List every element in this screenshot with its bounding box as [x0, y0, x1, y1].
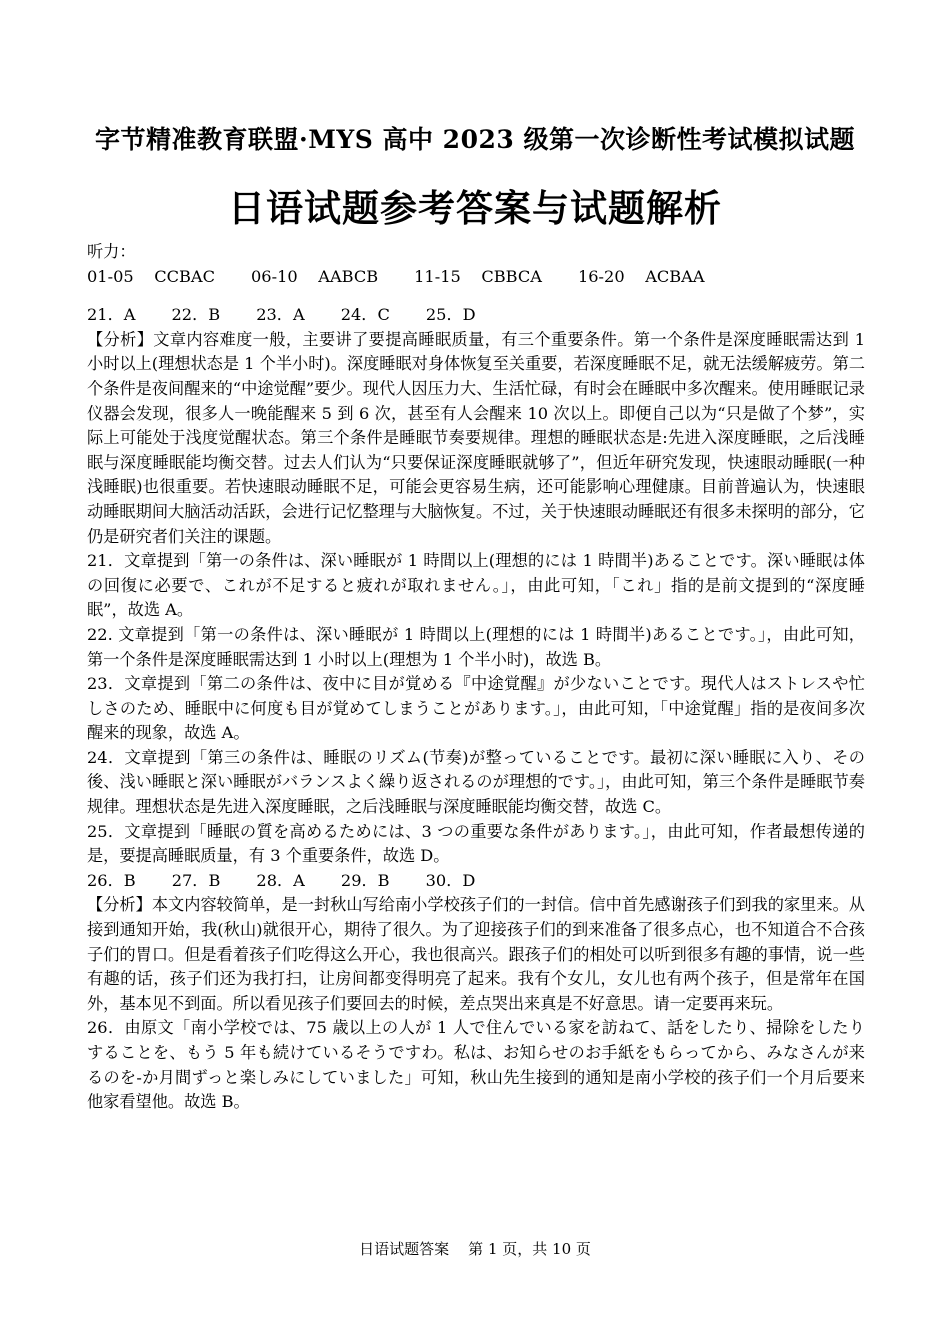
document-body	[87, 240, 865, 1115]
listening-label: 听力：	[87, 242, 136, 261]
listening-answers: 01-05 CCBAC 06-10 AABCB 11-15 CBBCA 16-20 ACBAA	[87, 266, 705, 286]
answers-26-30: 26．B 27．B 28．A 29．B 30．D	[87, 870, 476, 890]
analysis-21-25: 【分析】文章内容难度一般，主要讲了要提高睡眠质量，有三个重要条件。第一个条件是深度睡眠需达到 1 小时以上(理想状态是 1 个半小时)。深度睡眠对身体恢复至关重要，若深度睡眠不足，就无法缓解疲劳。第二个条件是夜间醒来的“中途觉醒”要少。现代人因压力大、生活忙碌，有时会在睡眠中多次醒来。使用睡眠记录仪器会发现，很多人一晚能醒来 5 到 6 次，甚至有人会醒来 10 次以上。即便自己以为“只是做了个梦”，实际上可能处于浅度觉醒状态。第三个条件是睡眠节奏要规律。理想的睡眠状态是:先进入深度睡眠，之后浅睡眠与深度睡眠能均衡交替。过去人们认为“只要保证深度睡眠就够了”，但近年研究发现，快速眼动睡眠(一种浅睡眠)也很重要。若快速眼动睡眠不足，可能会更容易生病，还可能影响心理健康。目前普遍认为，快速眼动睡眠期间大脑活动活跃，会进行记忆整理与大脑恢复。不过，关于快速眼动睡眠还有很多未探明的部分，它仍是研究者们关注的课题。	[87, 329, 865, 546]
explanation-26: 26．由原文「南小学校では、75 歳以上の人が 1 人で住んでいる家を訪ねて、話をしたり、掃除をしたりすることを、もう 5 年も続けているそうですわ。私は、お知らせのお手紙をもらってから、みなさんが来るのを-か月間ずっと楽しみにしていました」可知，秋山先生接到的通知是南小学校的孩子们一个月后要来他家看望他。故选 B。	[87, 1018, 865, 1112]
explanation-24: 24．文章提到「第三の条件は、睡眠のリズム(节奏)が整っていることです。最初に深い睡眠に入り、その後、浅い睡眠と深い睡眠がバランスよく繰り返されるのが理想的です。」，由此可知，第三个条件是睡眠节奏规律。理想状态是先进入深度睡眠，之后浅睡眠与深度睡眠能均衡交替，故选 C。	[87, 747, 865, 817]
spacer	[87, 289, 865, 303]
explanation-23: 23．文章提到「第二の条件は、夜中に目が覚める『中途覚醒』が少ないことです。現代人はストレスや忙しさのため、睡眠中に何度も目が覚めてしまうことがあります。」，由此可知，「中途覚醒」指的是夜间多次醒来的现象，故选 A。	[87, 674, 865, 743]
answers-21-25: 21．A 22．B 23．A 24．C 25．D	[87, 305, 476, 325]
page-title: 日语试题参考答案与试题解析	[228, 186, 722, 230]
explanation-21: 21．文章提到「第一の条件は、深い睡眠が 1 時間以上(理想的には 1 時間半)あることです。深い睡眠は体の回復に必要で、これが不足すると疲れが取れません。」，由此可知，「これ」指的是前文提到的“深度睡眠”，故选 A。	[87, 551, 865, 620]
page-footer: 日语试题答案 第 1 页，共 10 页	[359, 1240, 591, 1258]
explanation-25: 25．文章提到「睡眠の質を高めるためには、3 つの重要な条件があります。」，由此可知，作者最想传递的是，要提高睡眠质量，有 3 个重要条件，故选 D。	[87, 821, 865, 866]
analysis-26-30: 【分析】本文内容较简单，是一封秋山写给南小学校孩子们的一封信。信中首先感谢孩子们到我的家里来。从接到通知开始，我(秋山)就很开心，期待了很久。为了迎接孩子们的到来准备了很多点心，也不知道合不合孩子们的胃口。但是看着孩子们吃得这么开心，我也很高兴。跟孩子们的相处可以听到很多有趣的事情，说一些有趣的话，孩子们还为我打扫，让房间都变得明亮了起来。我有个女儿，女儿也有两个孩子，但是常年在国外，基本见不到面。所以看见孩子们要回去的时候，差点哭出来真是不好意思。请一定要再来玩。	[87, 895, 865, 1013]
exam-subtitle: 字节精准教育联盟·MYS 高中 2023 级第一次诊断性考试模拟试题	[95, 125, 855, 154]
explanation-22: 22. 文章提到「第一の条件は、深い睡眠が 1 時間以上(理想的には 1 時間半)あることです。」，由此可知，第一个条件是深度睡眠需达到 1 小时以上(理想为 1 个半小时)，故选 B。	[87, 624, 865, 669]
